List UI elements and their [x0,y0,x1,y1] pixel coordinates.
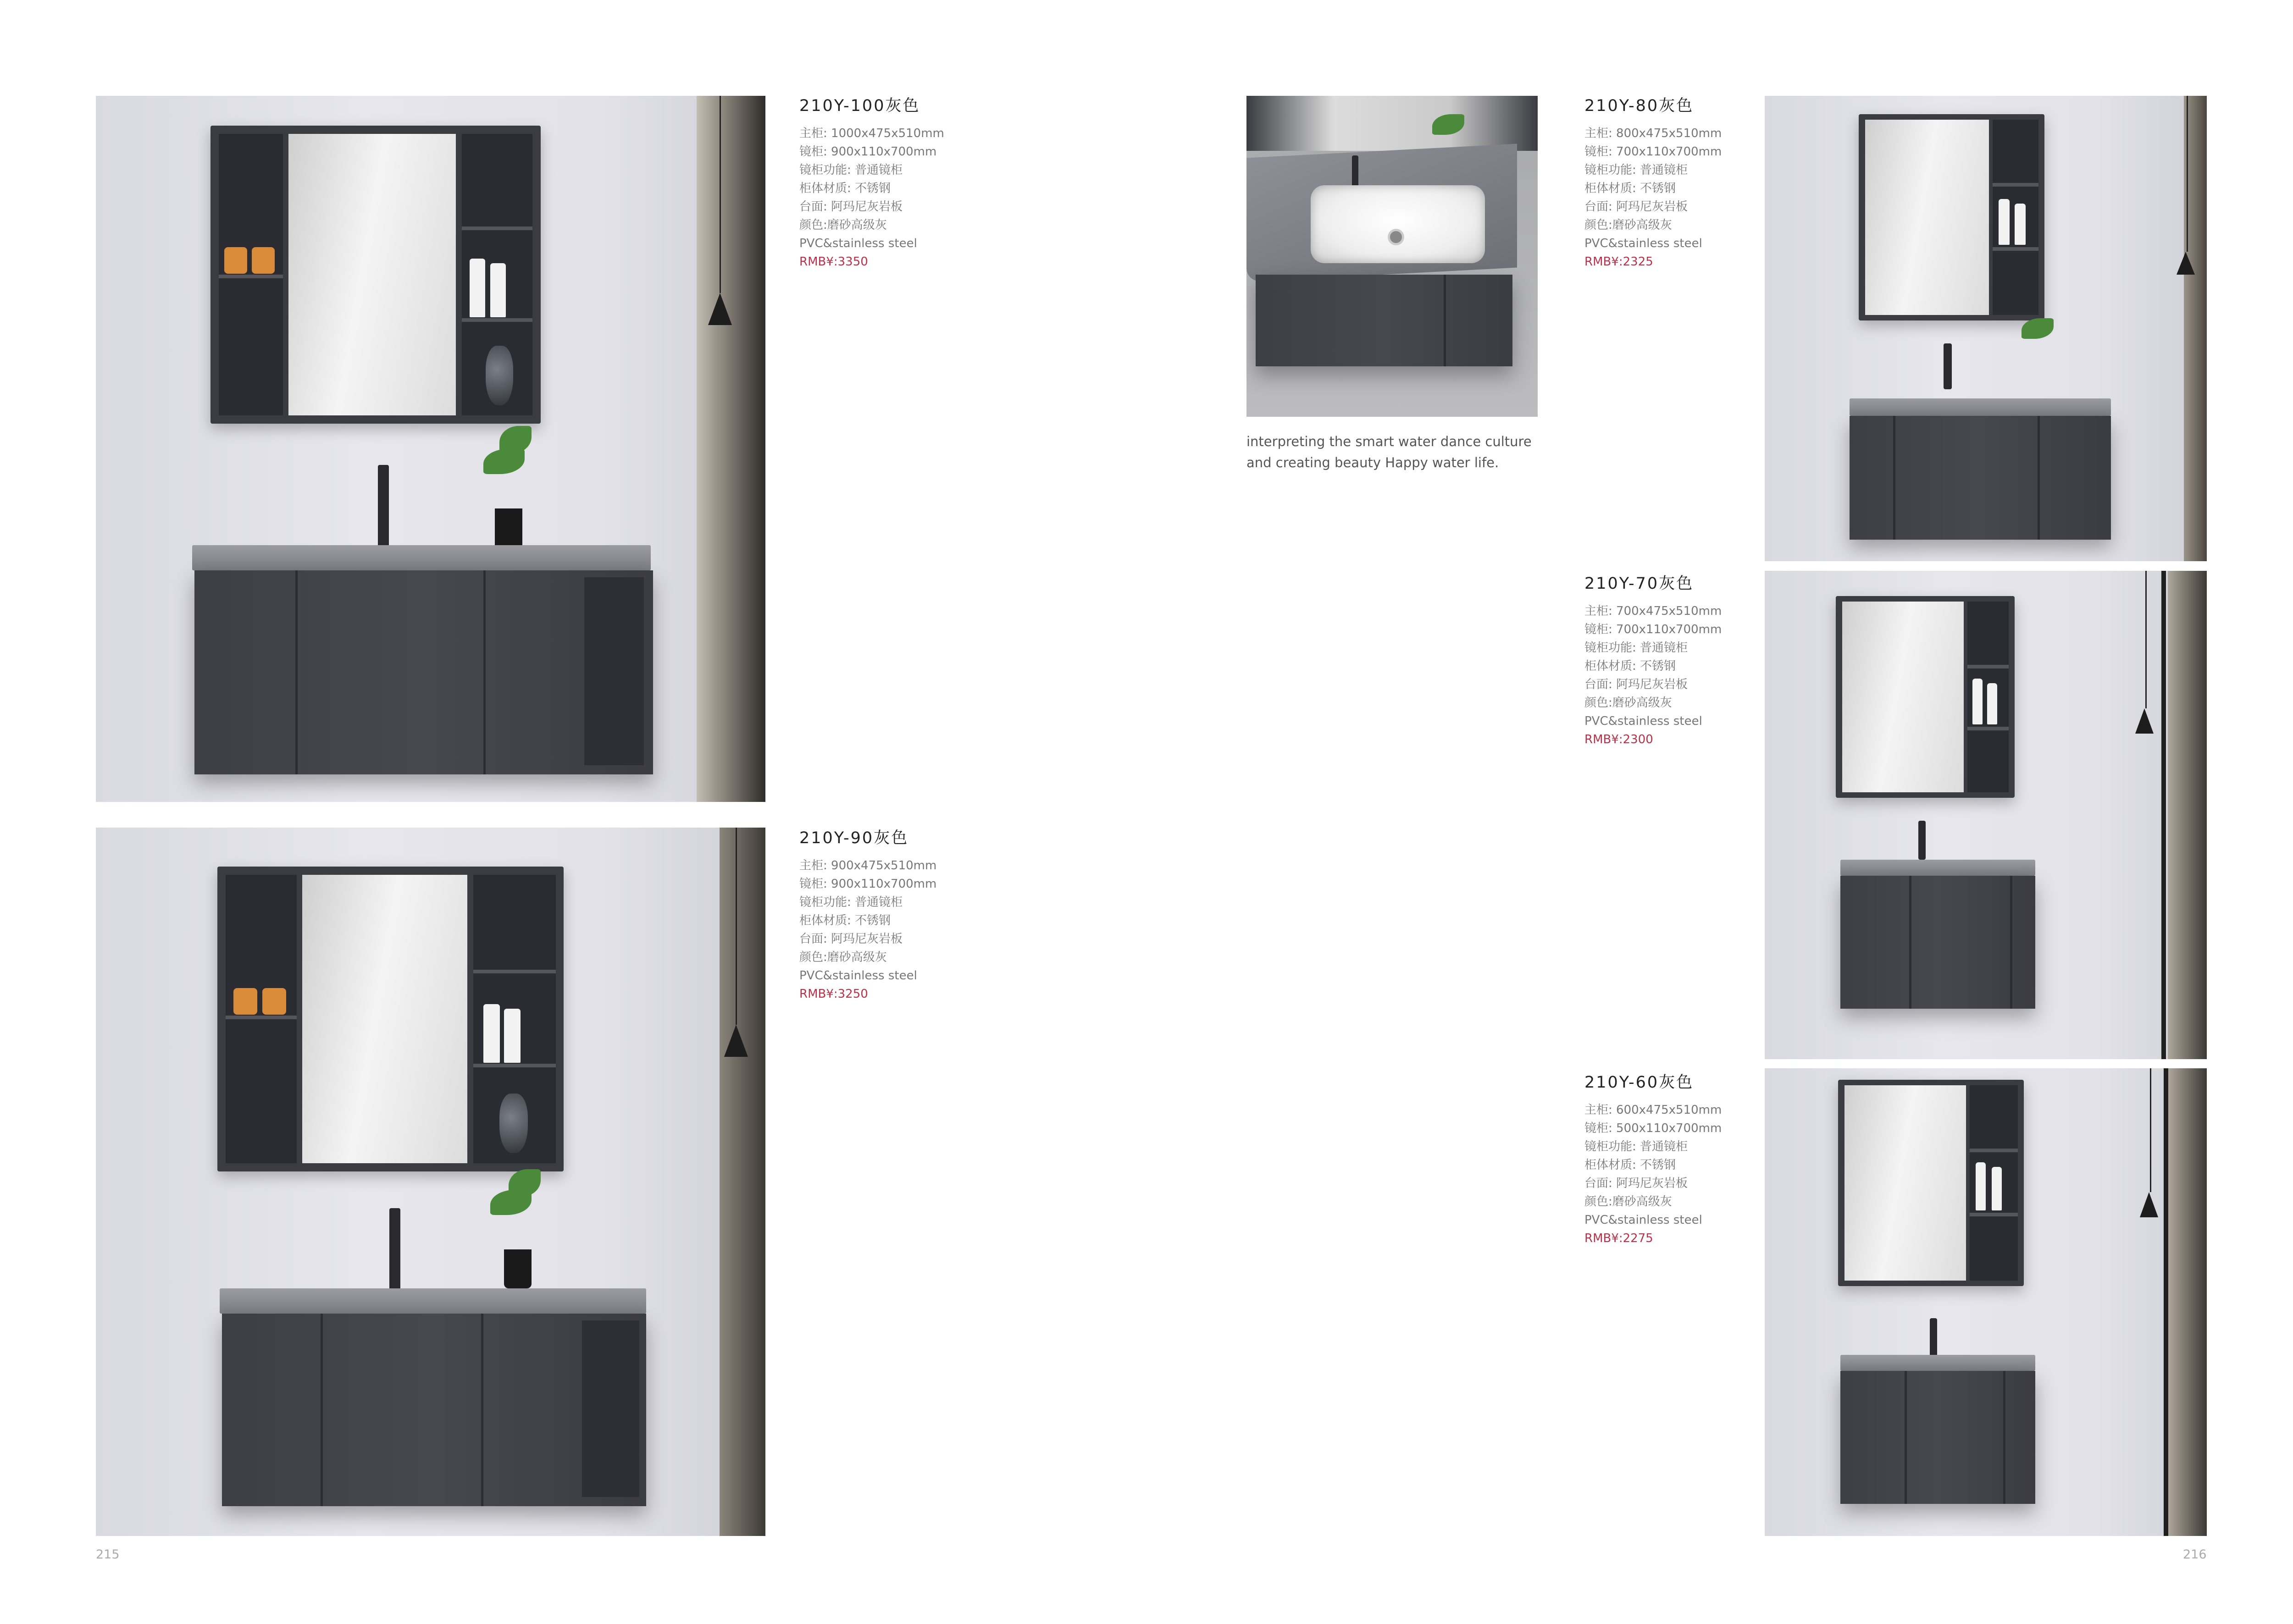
brand-tagline [1246,431,1532,473]
spec-mirror-cabinet: 镜柜: 700x110x700mm [1584,145,1722,159]
basin-detail-photo [1246,96,1538,417]
product-price: RMB¥:2275 [1584,1232,1653,1245]
spec-mirror-cabinet: 镜柜: 700x110x700mm [1584,623,1722,636]
spec-material: 柜体材质: 不锈钢 [799,914,891,928]
spec-main-cabinet: 主柜: 700x475x510mm [1584,604,1722,618]
product-spec-210y-90 [799,825,936,1003]
spec-color: 颜色:磨砂高级灰 [1584,218,1672,232]
page-number-right: 216 [2183,1547,2207,1562]
product-spec-210y-70 [1584,571,1722,749]
product-spec-210y-100 [799,93,944,271]
spec-mirror-cabinet: 镜柜: 500x110x700mm [1584,1121,1722,1135]
product-model: 210Y-60灰色 [1584,1073,1694,1092]
product-price: RMB¥:3350 [799,255,868,269]
spec-mirror-function: 镜柜功能: 普通镜柜 [799,895,903,909]
spec-countertop: 台面: 阿玛尼灰岩板 [799,200,903,214]
spec-mirror-function: 镜柜功能: 普通镜柜 [799,163,903,177]
spec-countertop: 台面: 阿玛尼灰岩板 [799,932,903,946]
product-model: 210Y-70灰色 [1584,574,1694,593]
spec-finish: PVC&stainless steel [1584,714,1702,728]
spec-color: 颜色:磨砂高级灰 [799,950,887,964]
spec-countertop: 台面: 阿玛尼灰岩板 [1584,678,1688,691]
spec-main-cabinet: 主柜: 600x475x510mm [1584,1103,1722,1117]
product-photo-210y-80 [1765,96,2207,561]
spec-finish: PVC&stainless steel [1584,1213,1702,1227]
tagline-line-2: and creating beauty Happy water life. [1246,455,1499,470]
spec-finish: PVC&stainless steel [799,237,917,250]
spec-color: 颜色:磨砂高级灰 [1584,1195,1672,1209]
spec-color: 颜色:磨砂高级灰 [799,218,887,232]
spec-mirror-function: 镜柜功能: 普通镜柜 [1584,641,1688,655]
product-price: RMB¥:2300 [1584,733,1653,746]
product-photo-210y-100 [96,96,765,802]
spec-mirror-cabinet: 镜柜: 900x110x700mm [799,877,937,891]
spec-material: 柜体材质: 不锈钢 [1584,1158,1676,1172]
spec-material: 柜体材质: 不锈钢 [1584,659,1676,673]
product-model: 210Y-90灰色 [799,829,909,847]
product-spec-210y-60 [1584,1070,1722,1248]
product-photo-210y-60 [1765,1068,2207,1536]
spec-main-cabinet: 主柜: 1000x475x510mm [799,127,944,140]
spec-mirror-function: 镜柜功能: 普通镜柜 [1584,1140,1688,1154]
spec-main-cabinet: 主柜: 800x475x510mm [1584,127,1722,140]
product-spec-210y-80 [1584,93,1722,271]
spec-finish: PVC&stainless steel [1584,237,1702,250]
spec-countertop: 台面: 阿玛尼灰岩板 [1584,1177,1688,1190]
product-model: 210Y-100灰色 [799,97,920,115]
product-model: 210Y-80灰色 [1584,97,1694,115]
spec-finish: PVC&stainless steel [799,969,917,983]
tagline-line-1: interpreting the smart water dance culture [1246,434,1532,449]
spec-mirror-function: 镜柜功能: 普通镜柜 [1584,163,1688,177]
spec-main-cabinet: 主柜: 900x475x510mm [799,859,937,873]
spec-material: 柜体材质: 不锈钢 [1584,182,1676,195]
page-number-left: 215 [96,1547,120,1562]
product-price: RMB¥:3250 [799,987,868,1001]
spec-mirror-cabinet: 镜柜: 900x110x700mm [799,145,937,159]
product-photo-210y-90 [96,828,765,1536]
spec-color: 颜色:磨砂高级灰 [1584,696,1672,710]
spec-material: 柜体材质: 不锈钢 [799,182,891,195]
product-price: RMB¥:2325 [1584,255,1653,269]
product-photo-210y-70 [1765,571,2207,1059]
spec-countertop: 台面: 阿玛尼灰岩板 [1584,200,1688,214]
